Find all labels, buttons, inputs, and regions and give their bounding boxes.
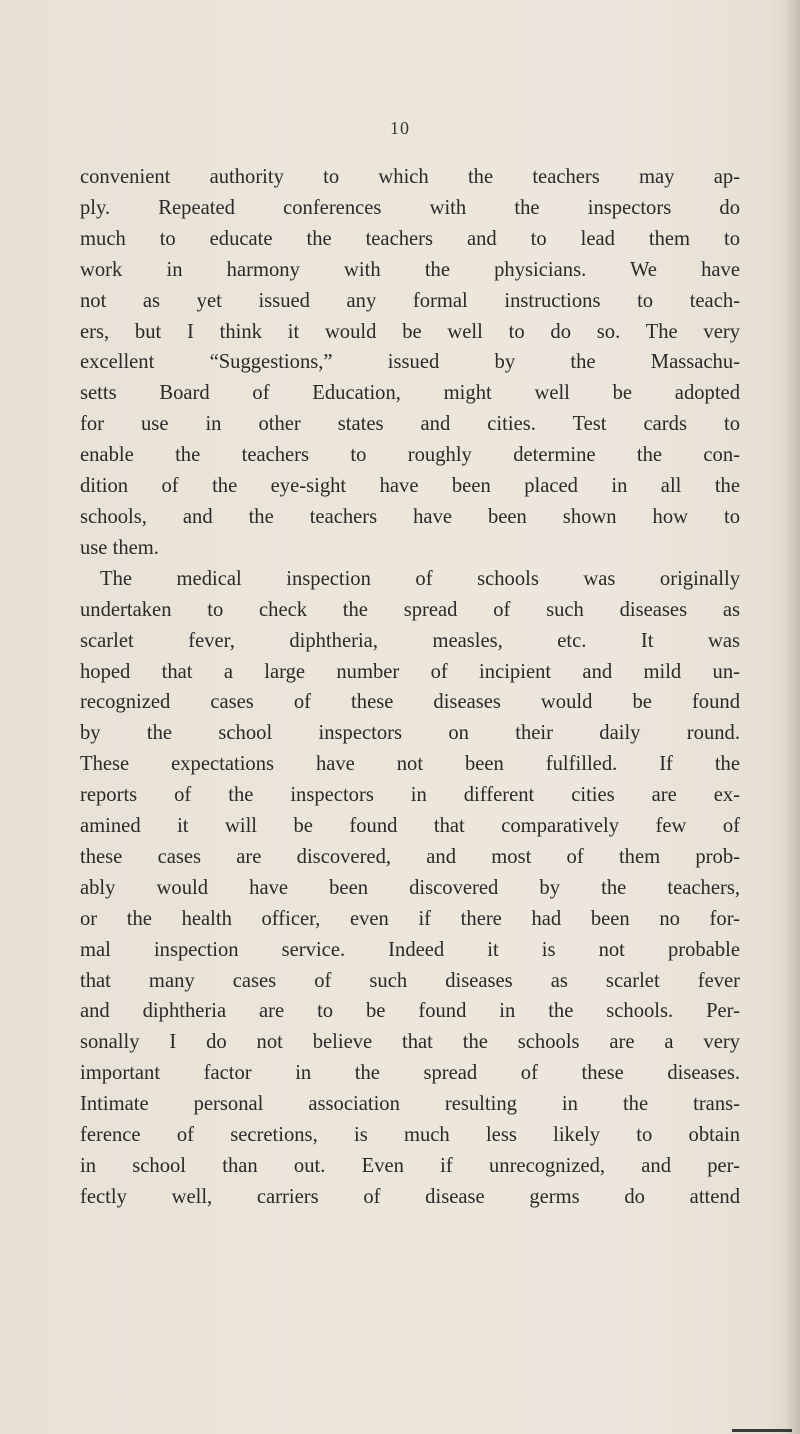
bottom-edge-mark xyxy=(732,1429,792,1432)
text-line: ers, but I think it would be well to do so. The very xyxy=(80,320,740,343)
text-line: convenient authority to which the teachers may ap- xyxy=(80,166,740,188)
text-line: dition of the eye-sight have been placed in all the xyxy=(80,475,740,498)
text-line: amined it will be found that comparatively few of xyxy=(80,815,740,838)
text-line: by the school inspectors on their daily round. xyxy=(80,722,740,745)
text-line: excellent “Suggestions,” issued by the Massachu- xyxy=(80,351,740,374)
text-line: enable the teachers to roughly determine the con- xyxy=(80,444,740,467)
paragraph-start-line: The medical inspection of schools was originally xyxy=(100,567,740,590)
text-line: setts Board of Education, might well be adopted xyxy=(80,382,740,405)
text-line: use them. xyxy=(80,536,159,559)
text-line: for use in other states and cities. Test cards to xyxy=(80,413,740,436)
text-line: work in harmony with the physicians. We have xyxy=(80,258,740,281)
text-line: much to educate the teachers and to lead them to xyxy=(80,227,740,250)
text-line: sonally I do not believe that the schools are a very xyxy=(80,1031,740,1054)
text-line: scarlet fever, diphtheria, measles, etc. It was xyxy=(80,629,740,652)
text-line: schools, and the teachers have been shown how to xyxy=(80,505,740,528)
text-line: important factor in the spread of these diseases. xyxy=(80,1062,740,1085)
text-line: undertaken to check the spread of such diseases as xyxy=(80,598,740,621)
text-line: Intimate personal association resulting in the trans- xyxy=(80,1093,740,1116)
text-line: in school than out. Even if unrecognized, and per- xyxy=(80,1155,740,1177)
text-line: These expectations have not been fulfilled. If the xyxy=(80,753,740,776)
text-line: mal inspection service. Indeed it is not probable xyxy=(80,938,740,961)
text-line: hoped that a large number of incipient and mild un- xyxy=(80,660,740,683)
text-line: reports of the inspectors in different cities are ex- xyxy=(80,784,740,807)
text-line: ably would have been discovered by the teachers, xyxy=(80,876,740,899)
text-line: recognized cases of these diseases would be found xyxy=(80,691,740,714)
body-text xyxy=(80,162,740,1213)
text-line: and diphtheria are to be found in the schools. Per- xyxy=(80,1000,740,1023)
text-line: these cases are discovered, and most of them prob- xyxy=(80,845,740,868)
text-line: fectly well, carriers of disease germs do attend xyxy=(80,1185,740,1208)
text-line: or the health officer, even if there had been no for- xyxy=(80,907,740,930)
page-edge-shadow xyxy=(786,0,800,1434)
text-line: ference of secretions, is much less likely to obtain xyxy=(80,1124,740,1147)
text-line: ply. Repeated conferences with the inspectors do xyxy=(80,196,740,219)
page-number: 10 xyxy=(390,118,410,138)
text-line: not as yet issued any formal instructions to teach- xyxy=(80,289,740,312)
text-line: that many cases of such diseases as scarlet fever xyxy=(80,969,740,992)
